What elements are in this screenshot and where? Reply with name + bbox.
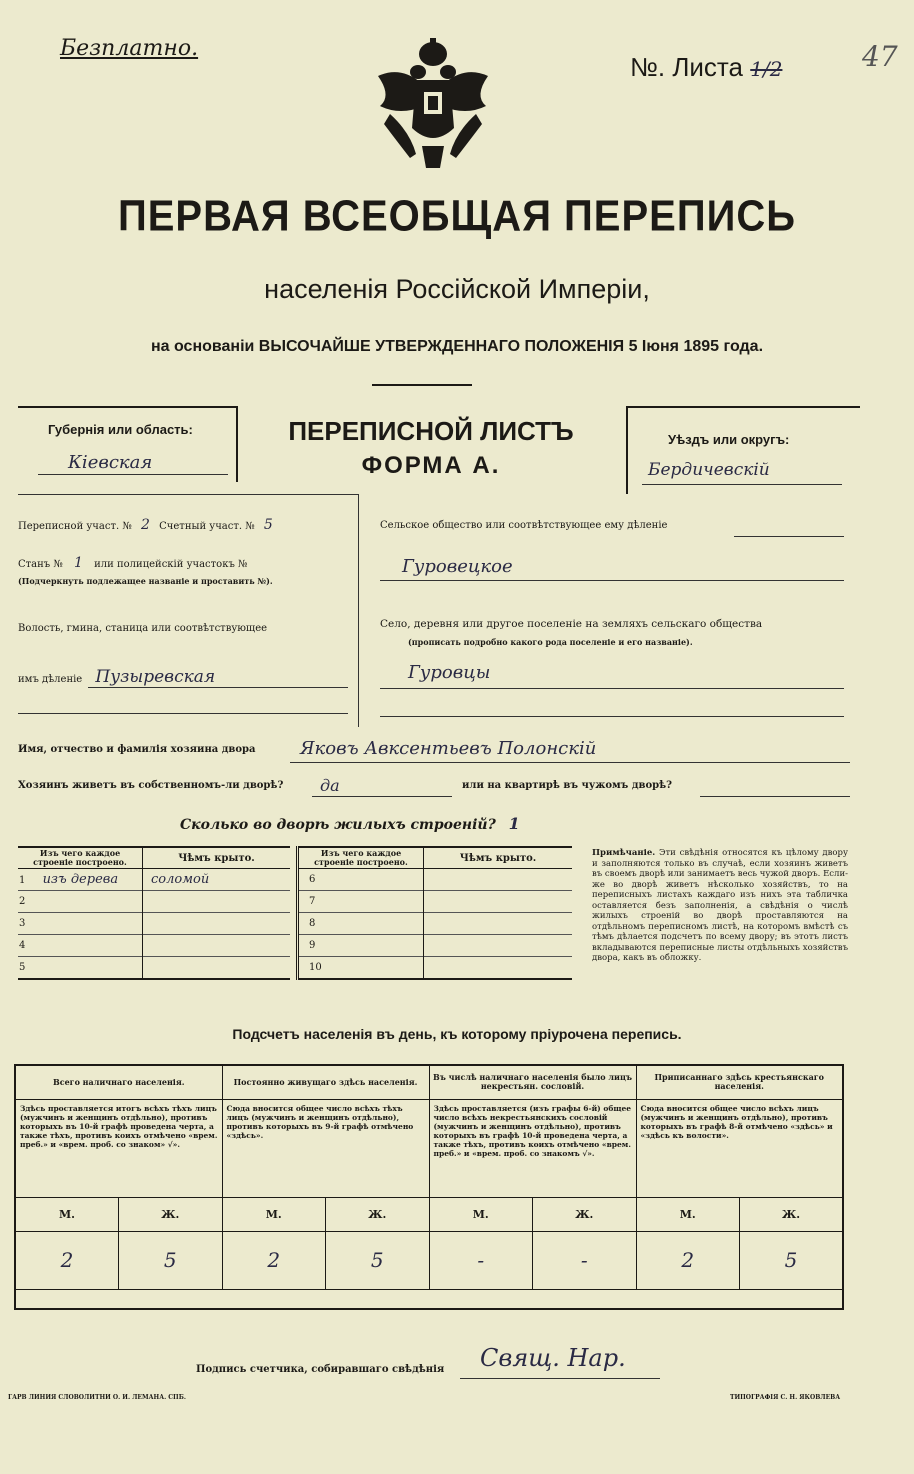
row-number: 8 (298, 913, 424, 935)
row-number: 5 (18, 957, 143, 979)
male-label: М. (222, 1197, 326, 1231)
free-label: Безплатно. (60, 36, 199, 61)
male-label: М. (636, 1197, 740, 1231)
owner-rent-label: или на квартирѣ въ чужомъ дворѣ? (462, 780, 672, 791)
village-label: Село, деревня или другое поселеніе на земляхъ сельскаго общества (380, 618, 763, 630)
female-label: Ж. (119, 1197, 223, 1231)
total-female-value: 5 (119, 1231, 223, 1289)
uezd-label: Уѣздъ или округъ: (668, 432, 790, 447)
table-row (298, 935, 573, 957)
form-name: ПЕРЕПИСНОЙ ЛИСТЪ (288, 416, 574, 446)
buildings-table-left (18, 846, 290, 980)
owner-name-label: Имя, отчество и фамилія хозяина двора (18, 744, 256, 755)
col-desc-peasant: Сюда вносится общее число всѣхъ лицъ (мужчинъ и женщинъ отдѣльно), противъ которыхъ въ графѣ 8-й отмѣчено «здѣсь» и «здѣсь къ волости». (640, 1103, 833, 1140)
location-left-block (18, 494, 359, 727)
note-title: Примѣчаніе. (592, 848, 656, 858)
census-section-row (18, 517, 273, 533)
owner-lives-label: Хозяинъ живетъ въ собственномъ-ли дворѣ? (18, 780, 284, 791)
volost-value: Пузыревская (95, 667, 216, 687)
volost-row (18, 667, 215, 687)
total-male-value: 2 (15, 1231, 119, 1289)
col-roof-header: Чѣмъ крыто. (459, 852, 537, 864)
sheet-number (630, 52, 782, 83)
row-number: 10 (298, 957, 424, 979)
table-row (298, 869, 573, 891)
signature-label: Подпись счетчика, собиравшаго свѣдѣнія (196, 1364, 445, 1375)
ornament-divider (372, 384, 472, 386)
table-row (18, 935, 290, 957)
population-summary-table (14, 1064, 844, 1310)
col-head-permanent: Постоянно живущаго здѣсь населенія. (222, 1065, 429, 1099)
buildings-count-label: Сколько во дворѣ жилыхъ строеній? (180, 817, 496, 833)
police-label: или полицейскій участокъ № (94, 559, 248, 570)
main-title: ПЕРВАЯ ВСЕОБЩАЯ ПЕРЕПИСЬ (118, 191, 796, 241)
table-row (18, 869, 290, 891)
buildings-count-value: 1 (508, 814, 520, 833)
gubernia-box (18, 406, 238, 482)
owner-lives-value: да (320, 776, 340, 795)
table-row (18, 891, 290, 913)
corner-mark: 47 (862, 40, 898, 73)
row-number: 3 (18, 913, 143, 935)
legal-basis: на основаніи ВЫСОЧАЙШЕ УТВЕРЖДЕННАГО ПОЛОЖЕНІЯ 5 Іюня 1895 года. (150, 338, 764, 355)
buildings-note (592, 848, 848, 964)
location-right-block (372, 494, 856, 726)
society-value: Гуровецкое (402, 556, 513, 577)
sheet-number-value: 1/2 (750, 57, 783, 81)
permanent-female-value: 5 (326, 1231, 430, 1289)
row-number: 9 (298, 935, 424, 957)
col-head-total: Всего наличнаго населенія. (15, 1065, 222, 1099)
stan-label: Станъ № (18, 559, 63, 570)
form-type: ФОРМА А. (361, 452, 501, 479)
male-label: М. (429, 1197, 533, 1231)
row-roof: соломой (151, 872, 210, 887)
row-number: 7 (298, 891, 424, 913)
signature-value: Свящ. Нар. (480, 1344, 626, 1372)
table-row (298, 957, 573, 979)
col-desc-total: Здѣсь проставляется итогъ всѣхъ тѣхъ лицъ (мужчинъ и женщинъ отдѣльно), противъ которыхъ въ 10-й графѣ проведена черта, а также тѣхъ, противъ коихъ отмѣчено «врем. преб.» и «врем. проб. со знаком» √». (15, 1099, 222, 1197)
stan-value: 1 (74, 555, 83, 571)
permanent-male-value: 2 (222, 1231, 326, 1289)
stan-row (18, 555, 247, 571)
stan-note: (Подчеркнуть подлежащее названіе и проставить №). (18, 576, 273, 586)
gubernia-label: Губернія или область: (48, 422, 193, 437)
row-number: 6 (298, 869, 424, 891)
col-head-noncountry: Въ числѣ наличнаго населенія было лицъ некрестьян. сословій. (429, 1065, 636, 1099)
subtitle: населенія Россійской Имперіи, (264, 274, 650, 304)
col-roof-header: Чѣмъ крыто. (178, 852, 255, 864)
village-value: Гуровцы (408, 662, 491, 683)
census-section-label: Переписной участ. № (18, 521, 132, 532)
note-text: Эти свѣдѣнія относятся къ цѣлому двору и заполняются только въ случаѣ, если хозяинъ живетъ въ своемъ дворѣ или занимаетъ весь чужой дворъ. Если-же во дворѣ живетъ нѣсколько хозяйствъ, то на переписныхъ листахъ каждаго изъ нихъ эта табличка оставляется безъ заполненія, а свѣдѣнія о числѣ жилыхъ строеній во дворѣ проставляются на отдѣльномъ переписномъ листѣ, на которомъ вмѣстѣ съ тѣмъ дѣлается подсчетъ по всему двору; въ этотъ листъ вкладываются переписные листы отдѣльныхъ хозяйствъ двора, какъ въ обложку. (592, 848, 848, 963)
noncountry-female-value: - (533, 1231, 637, 1289)
table-row (18, 957, 290, 979)
female-label: Ж. (326, 1197, 430, 1231)
row-number: 4 (18, 935, 143, 957)
noncountry-male-value: - (429, 1231, 533, 1289)
gubernia-value: Кіевская (68, 452, 153, 473)
village-note: (прописать подробно какого рода поселеніе и его названіе). (408, 637, 693, 647)
count-section-value: 5 (263, 517, 273, 533)
row-material: изъ дерева (42, 872, 119, 887)
uezd-value: Бердичевскій (648, 460, 770, 480)
sheet-number-label: №. Листа (630, 52, 744, 82)
table-row (298, 891, 573, 913)
owner-name-value: Яковъ Авксентьевъ Полонскій (300, 738, 597, 759)
col-material-header: Изъ чего каждое строеніе построено. (18, 847, 143, 869)
female-label: Ж. (533, 1197, 637, 1231)
census-section-value: 2 (141, 517, 150, 533)
volost-label-2: имъ дѣленіе (18, 674, 83, 685)
printer-left: ГАРВ ЛИНИЯ СЛОВОЛИТНИ О. И. ЛЕМАНА. СПБ. (8, 1394, 186, 1401)
summary-title: Подсчетъ населенія въ день, къ которому пріурочена перепись. (232, 1026, 682, 1042)
row-number: 2 (18, 891, 143, 913)
double-headed-eagle-emblem (370, 36, 496, 176)
printer-right: ТИПОГРАФІЯ С. Н. ЯКОВЛЕВА (730, 1394, 841, 1401)
col-head-peasant: Приписаннаго здѣсь крестьянскаго населенія. (654, 1072, 825, 1092)
uezd-box (626, 406, 860, 494)
peasant-female-value: 5 (784, 1248, 798, 1272)
row-number: 1 (19, 875, 26, 886)
buildings-count-row (180, 814, 520, 833)
society-label: Сельское общество или соотвѣтствующее ему дѣленіе (380, 520, 668, 531)
buildings-table-right (296, 846, 572, 980)
male-label: М. (15, 1197, 119, 1231)
col-desc-noncountry: Здѣсь проставляется (изъ графы 6-й) общее число всѣхъ некрестьянскихъ сословій (мужчинъ и женщинъ отдѣльно), противъ которыхъ въ графѣ 10-й проведена черта, а также тѣхъ, противъ коихъ отмѣчено «врем. преб.» и «врем. проб. со знакомъ √». (429, 1099, 636, 1197)
count-section-label: Счетный участ. № (159, 521, 255, 532)
col-desc-permanent: Сюда вносится общее число всѣхъ тѣхъ лицъ (мужчинъ и женщинъ отдѣльно), противъ которыхъ въ 9-й графѣ отмѣчено «здѣсь». (222, 1099, 429, 1197)
peasant-male-value: 2 (636, 1231, 740, 1289)
female-label: Ж. (781, 1207, 801, 1221)
volost-label-1: Волость, гмина, станица или соотвѣтствующее (18, 623, 268, 634)
table-row (298, 913, 573, 935)
table-row (18, 913, 290, 935)
col-material-header: Изъ чего каждое строеніе построено. (298, 847, 424, 869)
